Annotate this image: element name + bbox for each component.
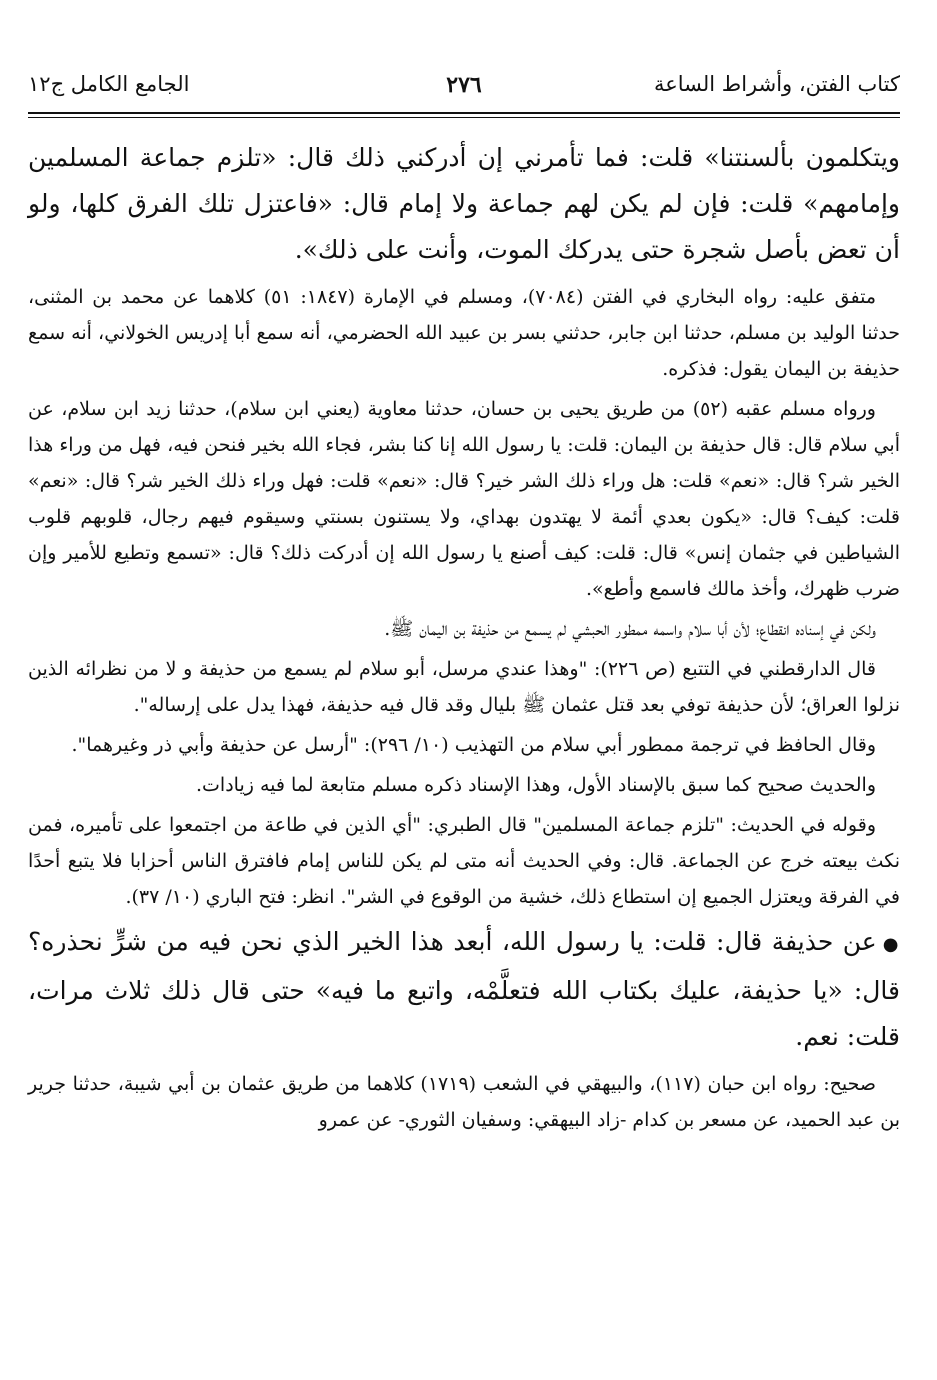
page-number: ٢٧٦ — [446, 72, 482, 98]
hadith-entry-text: عن حذيفة قال: قلت: يا رسول الله، أبعد هذا الخير الذي نحن فيه من شرٍّ نحذره؟ قال: «يا حذيفة، عليك بكتاب الله فتعلَّمْه، واتبع ما فيه» حتى قال ذلك ثلاث مرات، قلت: نعم. — [28, 927, 900, 1051]
takhrij-note: ورواه مسلم عقبه (٥٢) من طريق يحيى بن حسان، حدثنا معاوية (يعني ابن سلام)، حدثنا زيد ابن سلام، عن أبي سلام قال: قال حذيفة بن اليمان: قلت: يا رسول الله إنا كنا بشر، فجاء الله بخير فنحن فيه، فهل من وراء هذا الخير شر؟ قال: «نعم» قلت: هل وراء ذلك الشر خير؟ قال: «نعم» قلت: فهل وراء ذلك الخير شر؟ قال: «نعم» قلت: كيف؟ قال: «يكون بعدي أئمة لا يهتدون بهداي، ولا يستنون بسنتي وسيقوم فيهم رجال، قلوبهم قلوب الشياطين في جثمان إنس» قال: قلت: كيف أصنع يا رسول الله إن أدركت ذلك؟ قال: «تسمع وتطيع للأمير وإن ضرب ظهرك، وأخذ مالك فاسمع وأطع». — [28, 398, 900, 600]
takhrij-note: صحيح: رواه ابن حبان (١١٧)، والبيهقي في الشعب (١٧١٩) كلاهما من طريق عثمان بن أبي شيبة، حدثنا جرير بن عبد الحميد، عن مسعر بن كدام -زاد البيهقي: وسفيان الثوري- عن عمرو — [28, 1073, 900, 1131]
document-page — [28, 0, 900, 1380]
header-rule-thin — [28, 117, 900, 118]
takhrij-note: والحديث صحيح كما سبق بالإسناد الأول، وهذا الإسناد ذكره مسلم متابعة لما فيه زيادات. — [196, 774, 876, 796]
takhrij-note: ولكن في إسناده انقطاع؛ لأن أبا سلام واسمه ممطور الحبشي لم يسمع من حذيفة بن اليمان ﷺ. — [384, 618, 876, 640]
takhrij-note: وقال الحافظ في ترجمة ممطور أبي سلام من التهذيب (١٠/ ٢٩٦): "أرسل عن حذيفة وأبي ذر وغيرهما". — [71, 734, 876, 756]
page-body — [28, 135, 900, 1142]
hadith-entry — [28, 919, 900, 1060]
takhrij-note: وقوله في الحديث: "تلزم جماعة المسلمين" قال الطبري: "أي الذين في طاعة من اجتمعوا على تأميره، فمن نكث بيعته خرج عن الجماعة. قال: وفي الحديث أنه متى لم يكن للناس إمام فافترق الناس أحزابا فلا يتبع أحدًا في الفرقة ويعتزل الجميع إن استطاع ذلك، خشية من الوقوع في الشر". انظر: فتح الباري (١٠/ ٣٧). — [28, 814, 900, 908]
hadith-text: ويتكلمون بألسنتنا» قلت: فما تأمرني إن أدركني ذلك قال: «تلزم جماعة المسلمين وإمامهم» قلت: فإن لم يكن لهم جماعة ولا إمام قال: «فاعتزل تلك الفرق كلها، ولو أن تعض بأصل شجرة حتى يدركك الموت، وأنت على ذلك». — [28, 143, 900, 264]
chapter-title: كتاب الفتن، وأشراط الساعة — [653, 72, 900, 96]
header-rule — [28, 112, 900, 114]
takhrij-note: قال الدارقطني في التتبع (ص ٢٢٦): "وهذا عندي مرسل، أبو سلام لم يسمع من حذيفة و لا من نظرائه الذين نزلوا العراق؛ لأن حذيفة توفي بعد قتل عثمان ﷺ بليال وقد قال فيه حذيفة، فهذا يدل على إرساله". — [28, 658, 900, 716]
book-title: الجامع الكامل ج١٢ — [28, 72, 190, 96]
running-header — [28, 72, 900, 112]
takhrij-note: متفق عليه: رواه البخاري في الفتن (٧٠٨٤)، ومسلم في الإمارة (١٨٤٧: ٥١) كلاهما عن محمد بن المثنى، حدثنا الوليد بن مسلم، حدثنا ابن جابر، حدثني بسر بن عبيد الله الحضرمي، أنه سمع أبا إدريس الخولاني، أنه سمع حذيفة بن اليمان يقول: فذكره. — [28, 286, 900, 380]
bullet-marker: ● — [882, 934, 900, 955]
